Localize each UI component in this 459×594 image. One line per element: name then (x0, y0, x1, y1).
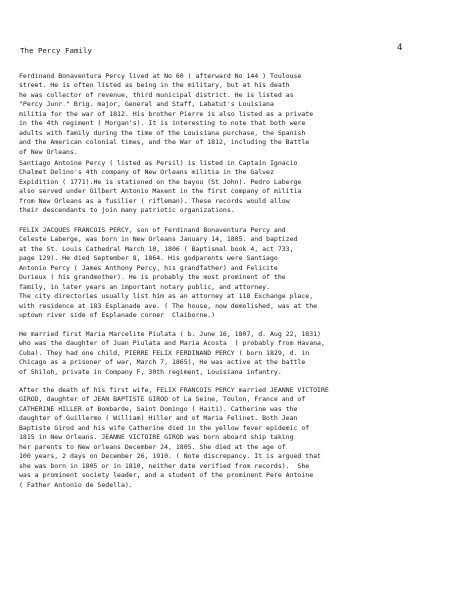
text-line: Durieux ( his grandmother). He is probably the most prominent of the (19, 273, 286, 282)
text-line: daughter of Guillermo ( William) Hiller and of Maria Felinet. Both Jean (19, 414, 298, 423)
text-line: her parents to New orleans December 24, 1805. She died at the age of (19, 442, 286, 451)
text-line: Chicago as a prisoner of war, March 7, 1865), He was active at the battle (19, 358, 306, 367)
text-line: she was born in 1805 or in 1810, neither date verified from records). She (19, 461, 310, 470)
text-line: he was collector of revenue, third municipal district. He is listed as (19, 90, 294, 99)
text-line: Cuba). They had one child, PIERRE FELIX FERDINAND PERCY ( born 1829, d. in (19, 348, 310, 357)
text-line: at the St. Louis Cathedral March 10, 1806 ( Baptismal book 4, act 733, (19, 244, 294, 253)
text-line: was a prominent society leader, and a student of the prominent Pere Antoine (19, 471, 314, 480)
text-line: "Percy Junr." Brig. major, General and Staff, Labatut's Louisiana (19, 100, 274, 109)
text-line: He married first Maria Marcelite Piulata ( b. June 16, 1807, d. Aug 22, 1831) (19, 330, 321, 338)
page-number: 4 (397, 43, 403, 53)
paragraph-felix (19, 226, 317, 321)
text-line: of New Orleans. (19, 147, 78, 156)
text-line: also served under Gilbert Antonio Maxent in the first company of militia (19, 187, 302, 196)
text-line: Celeste Laberge, was born in New Orleans January 14, 1805. and baptized (19, 235, 298, 244)
text-line: and the American colonial times, and the War of 1812, including the Battle (19, 138, 310, 147)
text-line: Ferdinand Bonaventura Percy lived at No 60 ( afterward No 144 ) Toulouse (19, 72, 302, 80)
text-line: Baptiste Girod and his wife Catherine died in the yellow fever epidemic of (19, 423, 310, 432)
paragraph-santiago (19, 159, 301, 216)
text-line: adults with family during the time of the Louisiana purchase, the Spanish (19, 128, 306, 137)
text-line: CATHERINE HILLER of Bombarde, Saint Domingo ( Haiti). Catherine was the (19, 404, 298, 413)
text-line: their descendants to join many patriotic organizations. (19, 206, 235, 215)
text-line: who was the daughter of Juan Piulata and Maria Acosta ( probably from Havana, (19, 339, 325, 348)
text-line: of Shiloh, private in Company F, 30th regiment, Louisiana infantry. (19, 367, 282, 376)
page-title: The Percy Family (20, 46, 92, 55)
text-line: uptown river side of Esplanade corner Claiborne.) (19, 311, 216, 320)
text-line: with residence at 183 Esplanade ave. ( The house, now demolished, was at the (19, 301, 318, 310)
paragraph-ferdinand (19, 72, 313, 157)
text-line: Santiago Antoine Percy ( listed as Persil) is listed in Captain Ignacio (19, 159, 298, 167)
text-line: family, in later years an important notary public, and attorney. (19, 282, 270, 291)
text-line: ( Father Antonio de Sedella). (19, 480, 133, 489)
text-line: GIROD, daughter of JEAN BAPTISTE GIROD of La Seine, Toulon, France and of (19, 395, 306, 404)
text-line: After the death of his first wife, FELIX FRANCOIS PERCY married JEANNE VICTOIRE (19, 386, 329, 394)
text-line: The city directories usually list him as an attorney at 118 Exchange place, (19, 292, 314, 301)
text-line: Chalmet Delino's 4th company of New Orleans militia in the Galvez (19, 168, 274, 177)
text-line: 100 years, 2 days on December 26, 1910. ( Note discrepancy. It is argued that (19, 452, 321, 461)
paragraph-first-marriage (19, 330, 325, 377)
paragraph-second-marriage (19, 386, 329, 490)
text-line: in the 4th regiment ( Morgan's). It is interesting to note that both were (19, 119, 306, 128)
text-line: 1815 in New Orleans. JEANNE VICTOIRE GIROD was born aboard ship taking (19, 433, 294, 442)
text-line: FELIX JACQUES FRANCOIS PERCY, son of Ferdinand Bonaventura Percy and (19, 226, 286, 234)
text-line: street. He is often listed as being in the military, but at his death (19, 81, 290, 90)
text-line: Expidition ( 1771).He is stationed on the bayou (St John). Pedro Laberge (19, 177, 302, 186)
text-line: from New Orleans as a fusilier ( rifleman). These records would allow (19, 196, 290, 205)
text-line: page 129). He died September 8, 1864. His godparents were Santiago (19, 254, 278, 263)
text-line: militia for the war of 1812. His brother Pierre is also listed as a private (19, 109, 314, 118)
text-line: Antonio Percy ( James Anthony Percy, his grandfather) and Felicite (19, 263, 278, 272)
